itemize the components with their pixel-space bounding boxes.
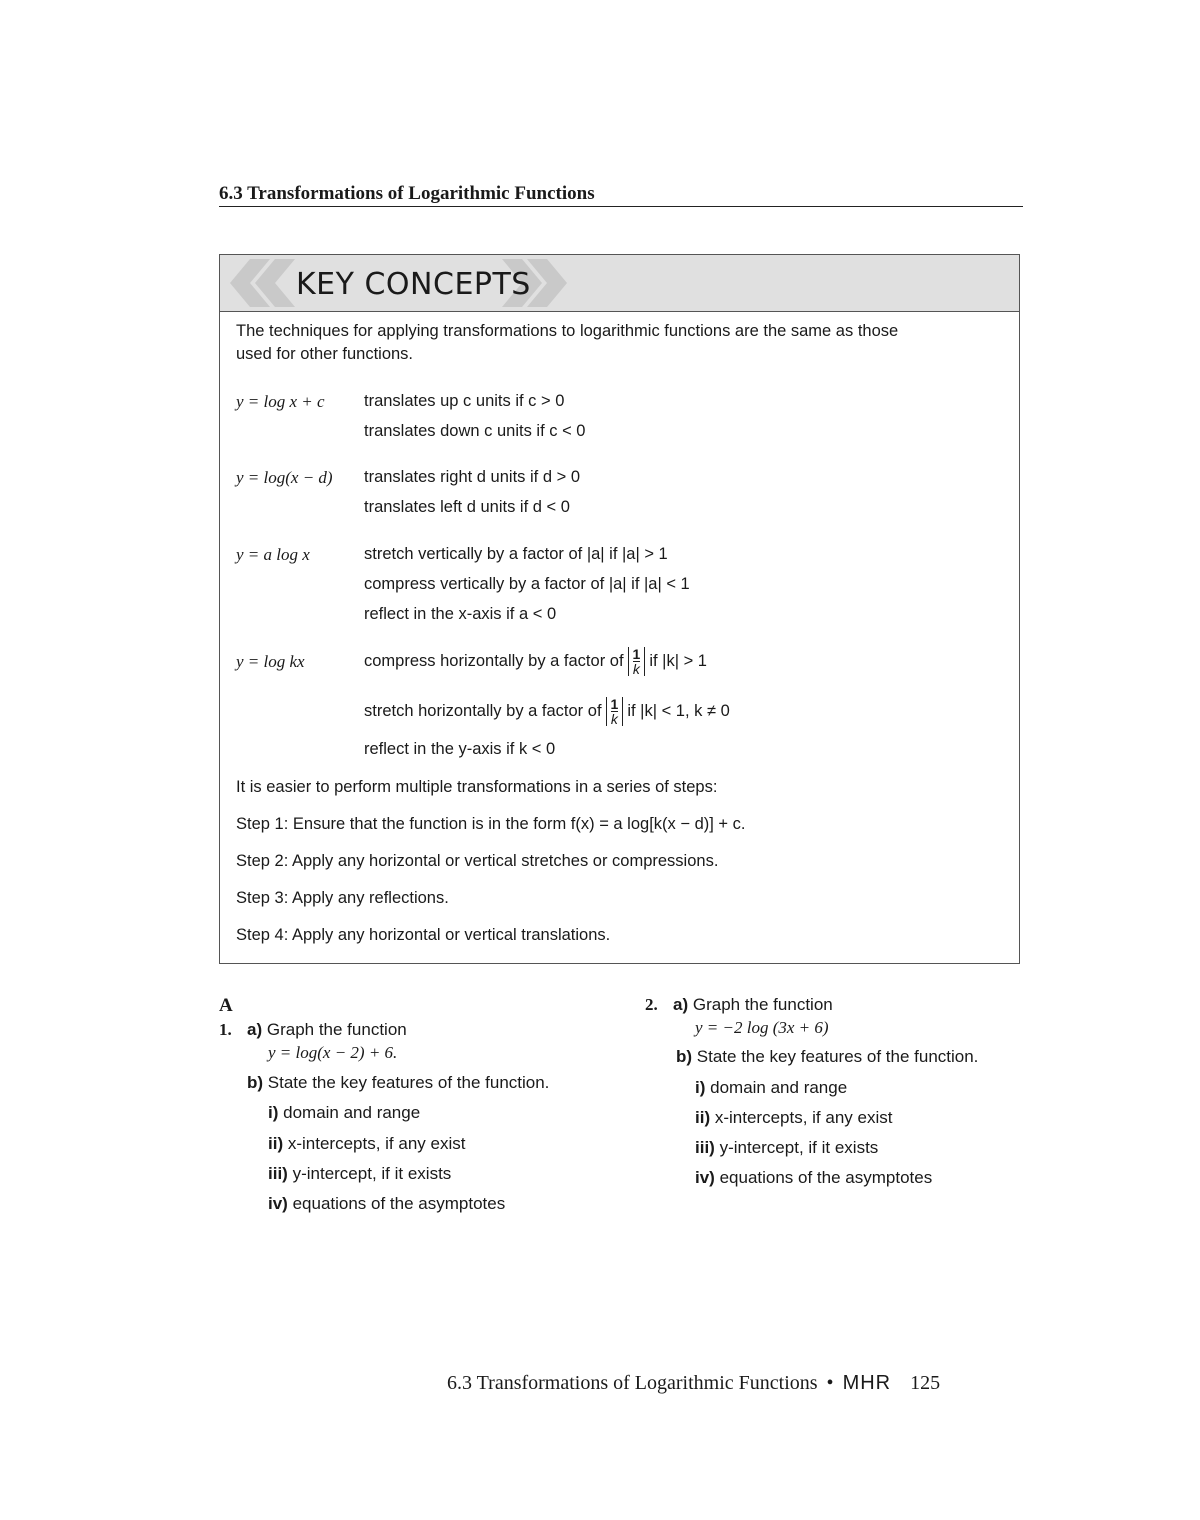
q2-part-b: [676, 1047, 978, 1067]
steps-intro: It is easier to perform multiple transformations in a series of steps:: [236, 778, 718, 796]
q1-sub-iv-label: iv): [268, 1194, 288, 1213]
key-concepts-title: KEY CONCEPTS: [296, 267, 531, 302]
key-concepts-box: [219, 254, 1020, 964]
step-3: [236, 887, 449, 910]
step-2-text: Apply any horizontal or vertical stretches or compressions.: [291, 852, 719, 870]
rule-1-line-2: translates down c units if c < 0: [364, 422, 586, 440]
q2-b-label: b): [676, 1047, 693, 1066]
fraction-numerator: 1: [632, 646, 641, 663]
rule-2-line-1: translates right d units if d > 0: [364, 468, 580, 486]
section-letter-a: A: [219, 995, 233, 1016]
fraction-one-over-k: [628, 647, 646, 676]
q2-b-text: State the key features of the function.: [696, 1047, 979, 1066]
rule-3-equation: y = a log x: [236, 545, 310, 564]
step-1: [236, 813, 745, 836]
intro-line-2: used for other functions.: [236, 345, 414, 363]
rule-3-line-2: compress vertically by a factor of |a| if |a| < 1: [364, 575, 690, 593]
key-concepts-header: [220, 255, 1019, 312]
fraction-denominator-2: k: [610, 711, 618, 728]
q2-sub-iv-label: iv): [695, 1168, 715, 1187]
rule-4-equation: y = log kx: [236, 652, 305, 671]
rule-4-line-2: [364, 693, 730, 729]
q2-equation: y = −2 log (3x + 6): [695, 1018, 829, 1037]
step-3-text: Apply any reflections.: [291, 889, 449, 907]
rule-1-equation: y = log x + c: [236, 392, 325, 411]
q2-sub-ii-label: ii): [695, 1108, 711, 1127]
q2-sub-ii: [695, 1108, 892, 1128]
q1-sub-iii-text: y-intercept, if it exists: [292, 1164, 452, 1183]
step-3-label: Step 3:: [236, 889, 289, 907]
q1-sub-ii-label: ii): [268, 1134, 284, 1153]
rule-4-line-3: reflect in the y-axis if k < 0: [364, 740, 556, 758]
step-4: [236, 924, 610, 947]
q2-a-text: Graph the function: [692, 995, 833, 1014]
q2-sub-ii-text: x-intercepts, if any exist: [714, 1108, 893, 1127]
q1-equation: y = log(x − 2) + 6.: [268, 1043, 398, 1062]
rule-2-equation: y = log(x − d): [236, 468, 333, 487]
q1-b-text: State the key features of the function.: [267, 1073, 550, 1092]
step-4-label: Step 4:: [236, 926, 289, 944]
section-title: 6.3 Transformations of Logarithmic Functions: [219, 183, 595, 204]
q2-sub-i-label: i): [695, 1078, 706, 1097]
fraction-numerator-2: 1: [610, 696, 619, 713]
q1-sub-iv: [268, 1194, 505, 1214]
q1-b-label: b): [247, 1073, 264, 1092]
footer-running-title: 6.3 Transformations of Logarithmic Functions: [447, 1372, 818, 1394]
q2-sub-iii-label: iii): [695, 1138, 715, 1157]
q1-sub-ii-text: x-intercepts, if any exist: [287, 1134, 466, 1153]
q2-sub-iv-text: equations of the asymptotes: [719, 1168, 933, 1187]
q2-sub-iii: [695, 1138, 878, 1158]
q2-sub-iv: [695, 1168, 932, 1188]
step-2-label: Step 2:: [236, 852, 289, 870]
q2-a-label: a): [673, 995, 689, 1014]
rule-3-line-1: stretch vertically by a factor of |a| if |a| > 1: [364, 545, 668, 563]
title-rule: [219, 206, 1023, 207]
step-1-text: Ensure that the function is in the form f(x) = a log[k(x − d)] + c.: [292, 815, 746, 833]
footer-publisher: MHR: [842, 1372, 892, 1394]
rule-4-line-1: [364, 643, 707, 679]
q1-sub-i-label: i): [268, 1103, 279, 1122]
page-footer: [447, 1372, 940, 1395]
rule-4-stretch-condition: if |k| < 1, k ≠ 0: [627, 702, 730, 720]
q1-sub-iii-label: iii): [268, 1164, 288, 1183]
q1-sub-ii: [268, 1134, 465, 1154]
rule-2-line-2: translates left d units if d < 0: [364, 498, 570, 516]
q1-sub-i: [268, 1103, 420, 1123]
q2-number: 2.: [645, 995, 658, 1014]
q2-sub-iii-text: y-intercept, if it exists: [719, 1138, 879, 1157]
q1-number: 1.: [219, 1020, 232, 1039]
footer-page-number: 125: [910, 1372, 941, 1394]
q2-sub-i: [695, 1078, 847, 1098]
q1-sub-i-text: domain and range: [283, 1103, 421, 1122]
rule-4-compress-condition: if |k| > 1: [649, 652, 707, 670]
rule-4-stretch-text: stretch horizontally by a factor of: [364, 702, 602, 720]
step-1-label: Step 1:: [236, 815, 289, 833]
step-4-text: Apply any horizontal or vertical translations.: [291, 926, 611, 944]
rule-4-compress-text: compress horizontally by a factor of: [364, 652, 624, 670]
fraction-one-over-k-2: [606, 697, 624, 726]
step-2: [236, 850, 718, 873]
fraction-denominator: k: [632, 661, 640, 678]
q1-a-label: a): [247, 1020, 263, 1039]
q1-sub-iv-text: equations of the asymptotes: [292, 1194, 506, 1213]
footer-bullet: •: [826, 1372, 834, 1394]
q1-part-a: [247, 1020, 407, 1040]
q1-a-text: Graph the function: [266, 1020, 407, 1039]
intro-line-1: The techniques for applying transformations to logarithmic functions are the same as those: [236, 322, 899, 340]
q1-part-b: [247, 1073, 549, 1093]
rule-3-line-3: reflect in the x-axis if a < 0: [364, 605, 557, 623]
q2-sub-i-text: domain and range: [710, 1078, 848, 1097]
rule-1-line-1: translates up c units if c > 0: [364, 392, 565, 410]
q1-sub-iii: [268, 1164, 451, 1184]
q2-part-a: [673, 995, 833, 1015]
